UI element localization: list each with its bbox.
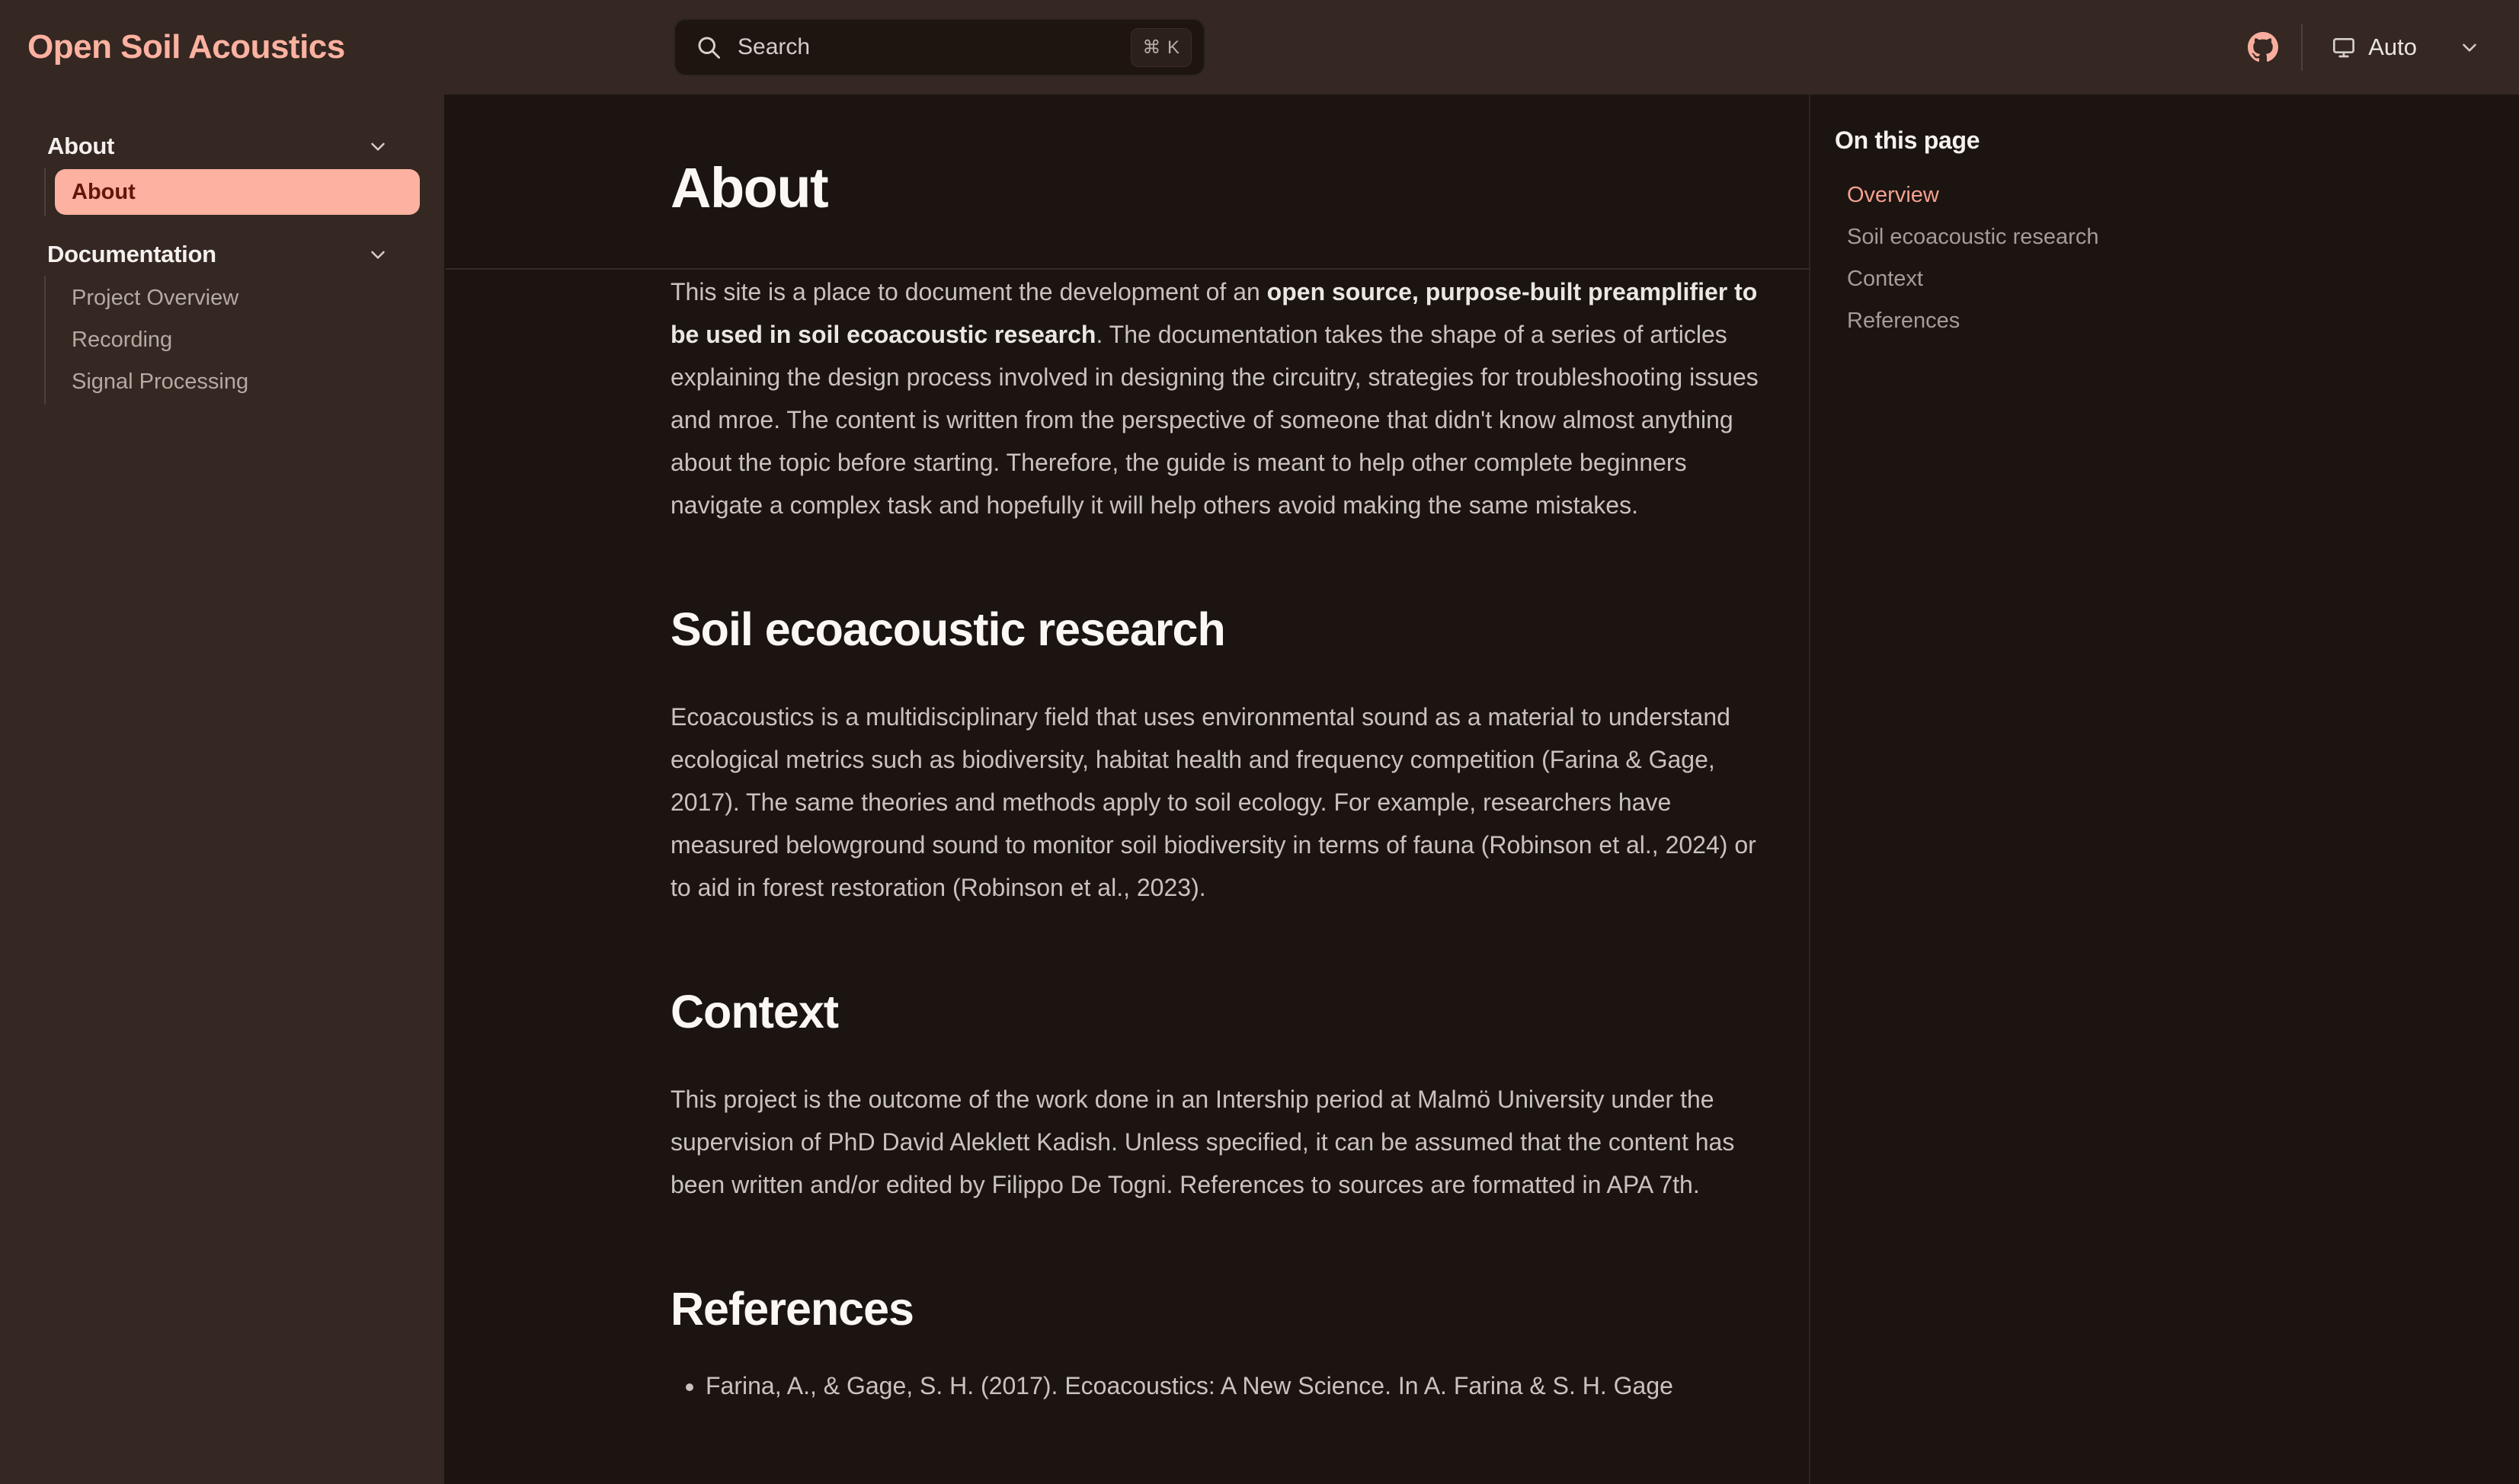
sidebar-item-project-overview[interactable]: Project Overview	[72, 286, 239, 310]
toc-item-overview[interactable]: Overview	[1847, 183, 1939, 207]
sidebar-section-label: Documentation	[47, 241, 216, 267]
sidebar-about-list	[44, 168, 426, 216]
github-link[interactable]	[2248, 32, 2278, 62]
intro-bold-text: open source, purpose-built preamplifier to be used in soil ecoacoustic research	[671, 278, 1758, 348]
toc-item-references[interactable]: References	[1847, 309, 1960, 333]
section-paragraph: This project is the outcome of the work done in an Intership period at Malmö University under the supervision of PhD David Aleklett Kadish. Unless specified, it can be assumed that the content has been written and/or edited by Filippo De Togni. References to sources are formatted in APA 7th.	[671, 1086, 1735, 1198]
navbar-divider	[2301, 24, 2303, 71]
references-list	[671, 1364, 1780, 1407]
navbar-right-cluster	[2248, 0, 2519, 94]
theme-label: Auto	[2368, 34, 2417, 60]
article	[444, 220, 1780, 1407]
toc-item-soil-ecoacoustic-research[interactable]: Soil ecoacoustic research	[1847, 225, 2099, 249]
section-heading: Soil ecoacoustic research	[671, 603, 1225, 655]
intro-text: . The documentation takes the shape of a series of articles explaining the design process involved in designing the circuitry, strategies for troubleshooting issues and mroe. The content is written from the perspective of someone that didn't know almost anything about the topic before starting. Therefore, the guide is meant to help other complete beginners navigate a complex task and hopefully it will help others avoid making the same mistakes.	[671, 321, 1759, 519]
sidebar-section-about-header[interactable]	[18, 125, 426, 168]
section-heading: References	[671, 1283, 914, 1335]
sidebar-item-about[interactable]: About	[55, 169, 420, 215]
search-icon	[695, 34, 722, 61]
sidebar-documentation-list	[44, 276, 426, 405]
search-placeholder: Search	[738, 34, 811, 59]
section-context	[671, 985, 1780, 1206]
intro-paragraph	[671, 270, 1780, 526]
github-icon	[2248, 32, 2278, 62]
intro-text: This site is a place to document the development of an	[671, 278, 1267, 305]
section-paragraph: Ecoacoustics is a multidisciplinary field that uses environmental sound as a material to understand ecological metrics such as biodiversity, habitat health and frequency competition (Farina & Gage, 2017). The same theories and methods apply to soil ecology. For example, researchers have measured belowground sound to monitor soil biodiversity in terms of fauna (Robinson et al., 2024) or to aid in forest restoration (Robinson et al., 2023).	[671, 703, 1756, 901]
section-references	[671, 1282, 1780, 1407]
theme-toggle[interactable]	[2332, 34, 2417, 61]
theme-system-monitor-icon	[2332, 35, 2356, 59]
sidebar-section-about	[18, 125, 426, 216]
reference-item: • Farina, A., & Gage, S. H. (2017). Ecoacoustics: A New Science. In A. Farina & S. H. Gage	[706, 1364, 1780, 1407]
main-content	[444, 94, 1809, 1484]
toc-title: On this page	[1835, 126, 1980, 154]
search-input[interactable]	[674, 18, 1205, 76]
toc-list	[1835, 174, 2519, 342]
page-title-block	[444, 94, 1809, 220]
site-logo[interactable]: Open Soil Acoustics	[27, 28, 345, 66]
section-heading: Context	[671, 986, 839, 1038]
sidebar	[0, 94, 444, 1484]
title-divider	[446, 268, 1809, 270]
sidebar-section-documentation	[18, 233, 426, 405]
theme-chevron-down-icon[interactable]	[2458, 36, 2481, 59]
sidebar-section-documentation-header[interactable]	[18, 233, 426, 276]
sidebar-item-signal-processing[interactable]: Signal Processing	[72, 369, 249, 394]
sidebar-section-label: About	[47, 133, 115, 159]
toc-sidebar	[1809, 94, 2519, 1484]
search-shortcut-badge: ⌘ K	[1131, 28, 1192, 67]
toc-item-context[interactable]: Context	[1847, 267, 1923, 291]
chevron-down-icon	[366, 243, 389, 266]
top-navbar	[0, 0, 2519, 94]
chevron-down-icon	[366, 135, 389, 158]
section-soil-ecoacoustic-research	[671, 603, 1780, 909]
sidebar-item-recording[interactable]: Recording	[72, 328, 173, 352]
page-title: About	[671, 156, 828, 219]
